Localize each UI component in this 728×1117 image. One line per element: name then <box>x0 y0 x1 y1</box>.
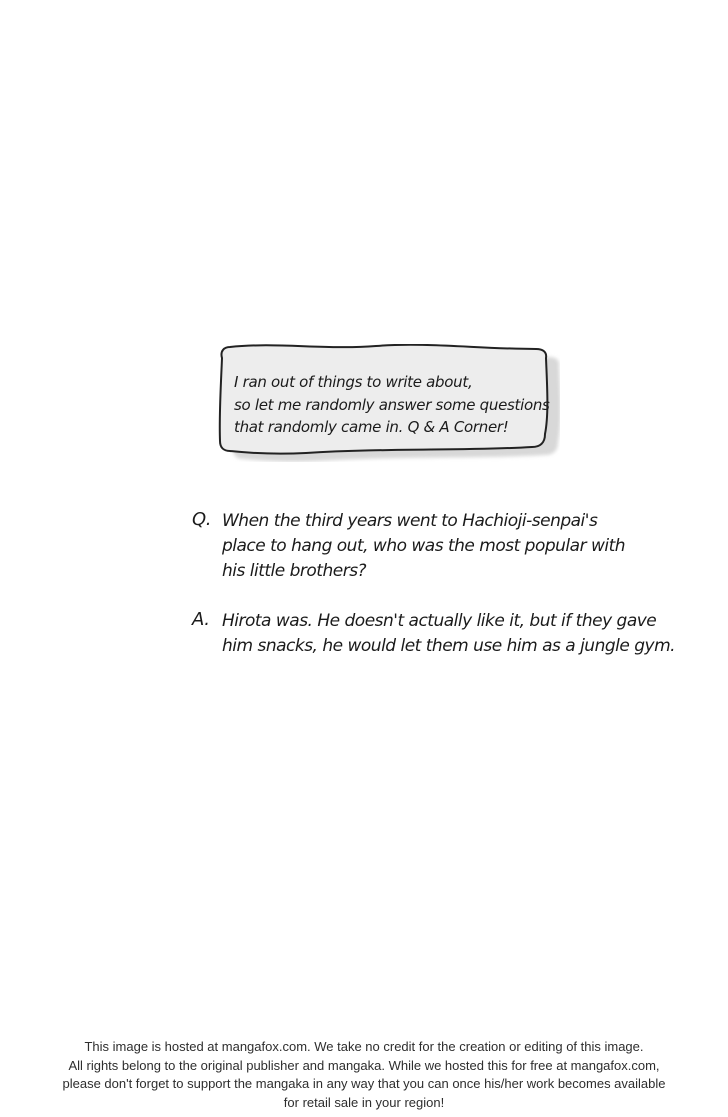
intro-note-line: so let me randomly answer some questions <box>234 395 550 414</box>
intro-note-text <box>234 371 550 439</box>
intro-note-line: that randomly came in. Q & A Corner! <box>234 418 509 436</box>
disclaimer-line: please don't forget to support the mangaka in any way that you can once his/her work becomes available <box>62 1076 666 1092</box>
intro-note-line: I ran out of things to write about, <box>234 373 473 391</box>
answer-line: him snacks, he would let them use him as a jungle gym. <box>222 636 676 656</box>
answer-line: Hirota was. He doesn't actually like it, but if they gave <box>222 611 657 631</box>
intro-note-box <box>212 344 560 462</box>
disclaimer-line: All rights belong to the original publisher and mangaka. While we hosted this for free at mangafox.com, <box>68 1057 660 1073</box>
disclaimer-line: This image is hosted at mangafox.com. We take no credit for the creation or editing of this image. <box>84 1039 644 1054</box>
question-text <box>222 509 625 584</box>
question-line: When the third years went to Hachioji-senpai's <box>222 511 598 531</box>
disclaimer-line: for retail sale in your region! <box>283 1094 445 1110</box>
answer-label: A. <box>192 609 210 630</box>
question-line: place to hang out, who was the most popular with <box>222 536 626 556</box>
question-label: Q. <box>192 509 212 530</box>
hosting-disclaimer <box>0 1038 728 1112</box>
answer-text <box>222 609 675 659</box>
question-line: his little brothers? <box>222 561 367 581</box>
